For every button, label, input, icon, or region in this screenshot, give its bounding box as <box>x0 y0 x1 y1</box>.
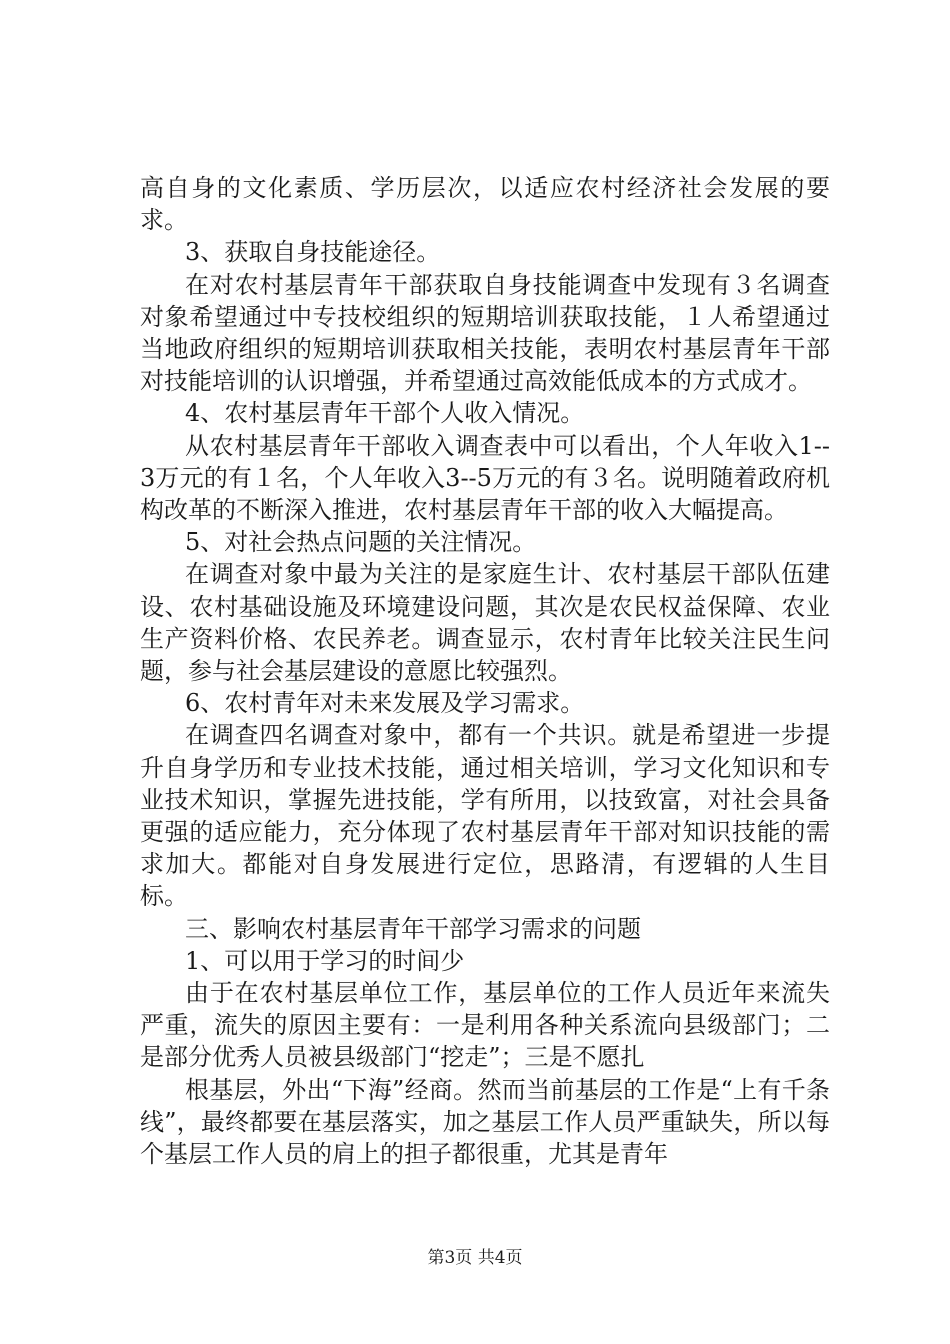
paragraph-hot-topics: 在调查对象中最为关注的是家庭生计、农村基层干部队伍建设、农村基础设施及环境建设问题，其次是农民权益保障、农业生产资料价格、农民养老。调查显示，农村青年比较关注民生问题，参与社会基层建设的意愿比较强烈。 <box>140 560 830 686</box>
paragraph-income: 从农村基层青年干部收入调查表中可以看出，个人年收入1--3万元的有１名，个人年收入3--5万元的有３名。说明随着政府机构改革的不断深入推进，农村基层青年干部的收入大幅提高。 <box>140 431 830 525</box>
heading-skills-path: 3、获取自身技能途径。 <box>185 238 441 267</box>
paragraph-future-needs: 在调查四名调查对象中，都有一个共识。就是希望进一步提升自身学历和专业技术技能，通过相关培训，学习文化知识和专业技术知识，掌握先进技能，学有所用，以技致富，对社会具备更强的适应能力，充分体现了农村基层青年干部对知识技能的需求加大。都能对自身发展进行定位，思路清，有逻辑的人生目标。 <box>140 721 830 911</box>
section-heading-3: 三、影响农村基层青年干部学习需求的问题 <box>185 914 641 943</box>
paragraph-1: 高自身的文化素质、学历层次，以适应农村经济社会发展的要求。 <box>140 174 830 235</box>
heading-hot-topics: 5、对社会热点问题的关注情况。 <box>185 528 537 557</box>
heading-future-needs: 6、农村青年对未来发展及学习需求。 <box>185 689 585 718</box>
paragraph-study-time-1: 由于在农村基层单位工作，基层单位的工作人员近年来流失严重，流失的原因主要有：一是利用各种关系流向县级部门；二是部分优秀人员被县级部门“挖走”；三是不愿扎 <box>140 979 830 1072</box>
paragraph-skills-path: 在对农村基层青年干部获取自身技能调查中发现有３名调查对象希望通过中专技校组织的短期培训获取技能，１人希望通过当地政府组织的短期培训获取相关技能，表明农村基层青年干部对技能培训的认识增强，并希望通过高效能低成本的方式成才。 <box>140 270 830 396</box>
paragraph-study-time-2: 根基层，外出“下海”经商。然而当前基层的工作是“上有千条线”，最终都要在基层落实，加之基层工作人员严重缺失，所以每个基层工作人员的肩上的担子都很重，尤其是青年 <box>140 1075 830 1169</box>
heading-study-time: 1、可以用于学习的时间少 <box>185 946 465 975</box>
document-body <box>140 172 830 1170</box>
heading-income: 4、农村基层青年干部个人收入情况。 <box>185 399 585 428</box>
page-number-footer: 第3页 共4页 <box>427 1248 523 1268</box>
